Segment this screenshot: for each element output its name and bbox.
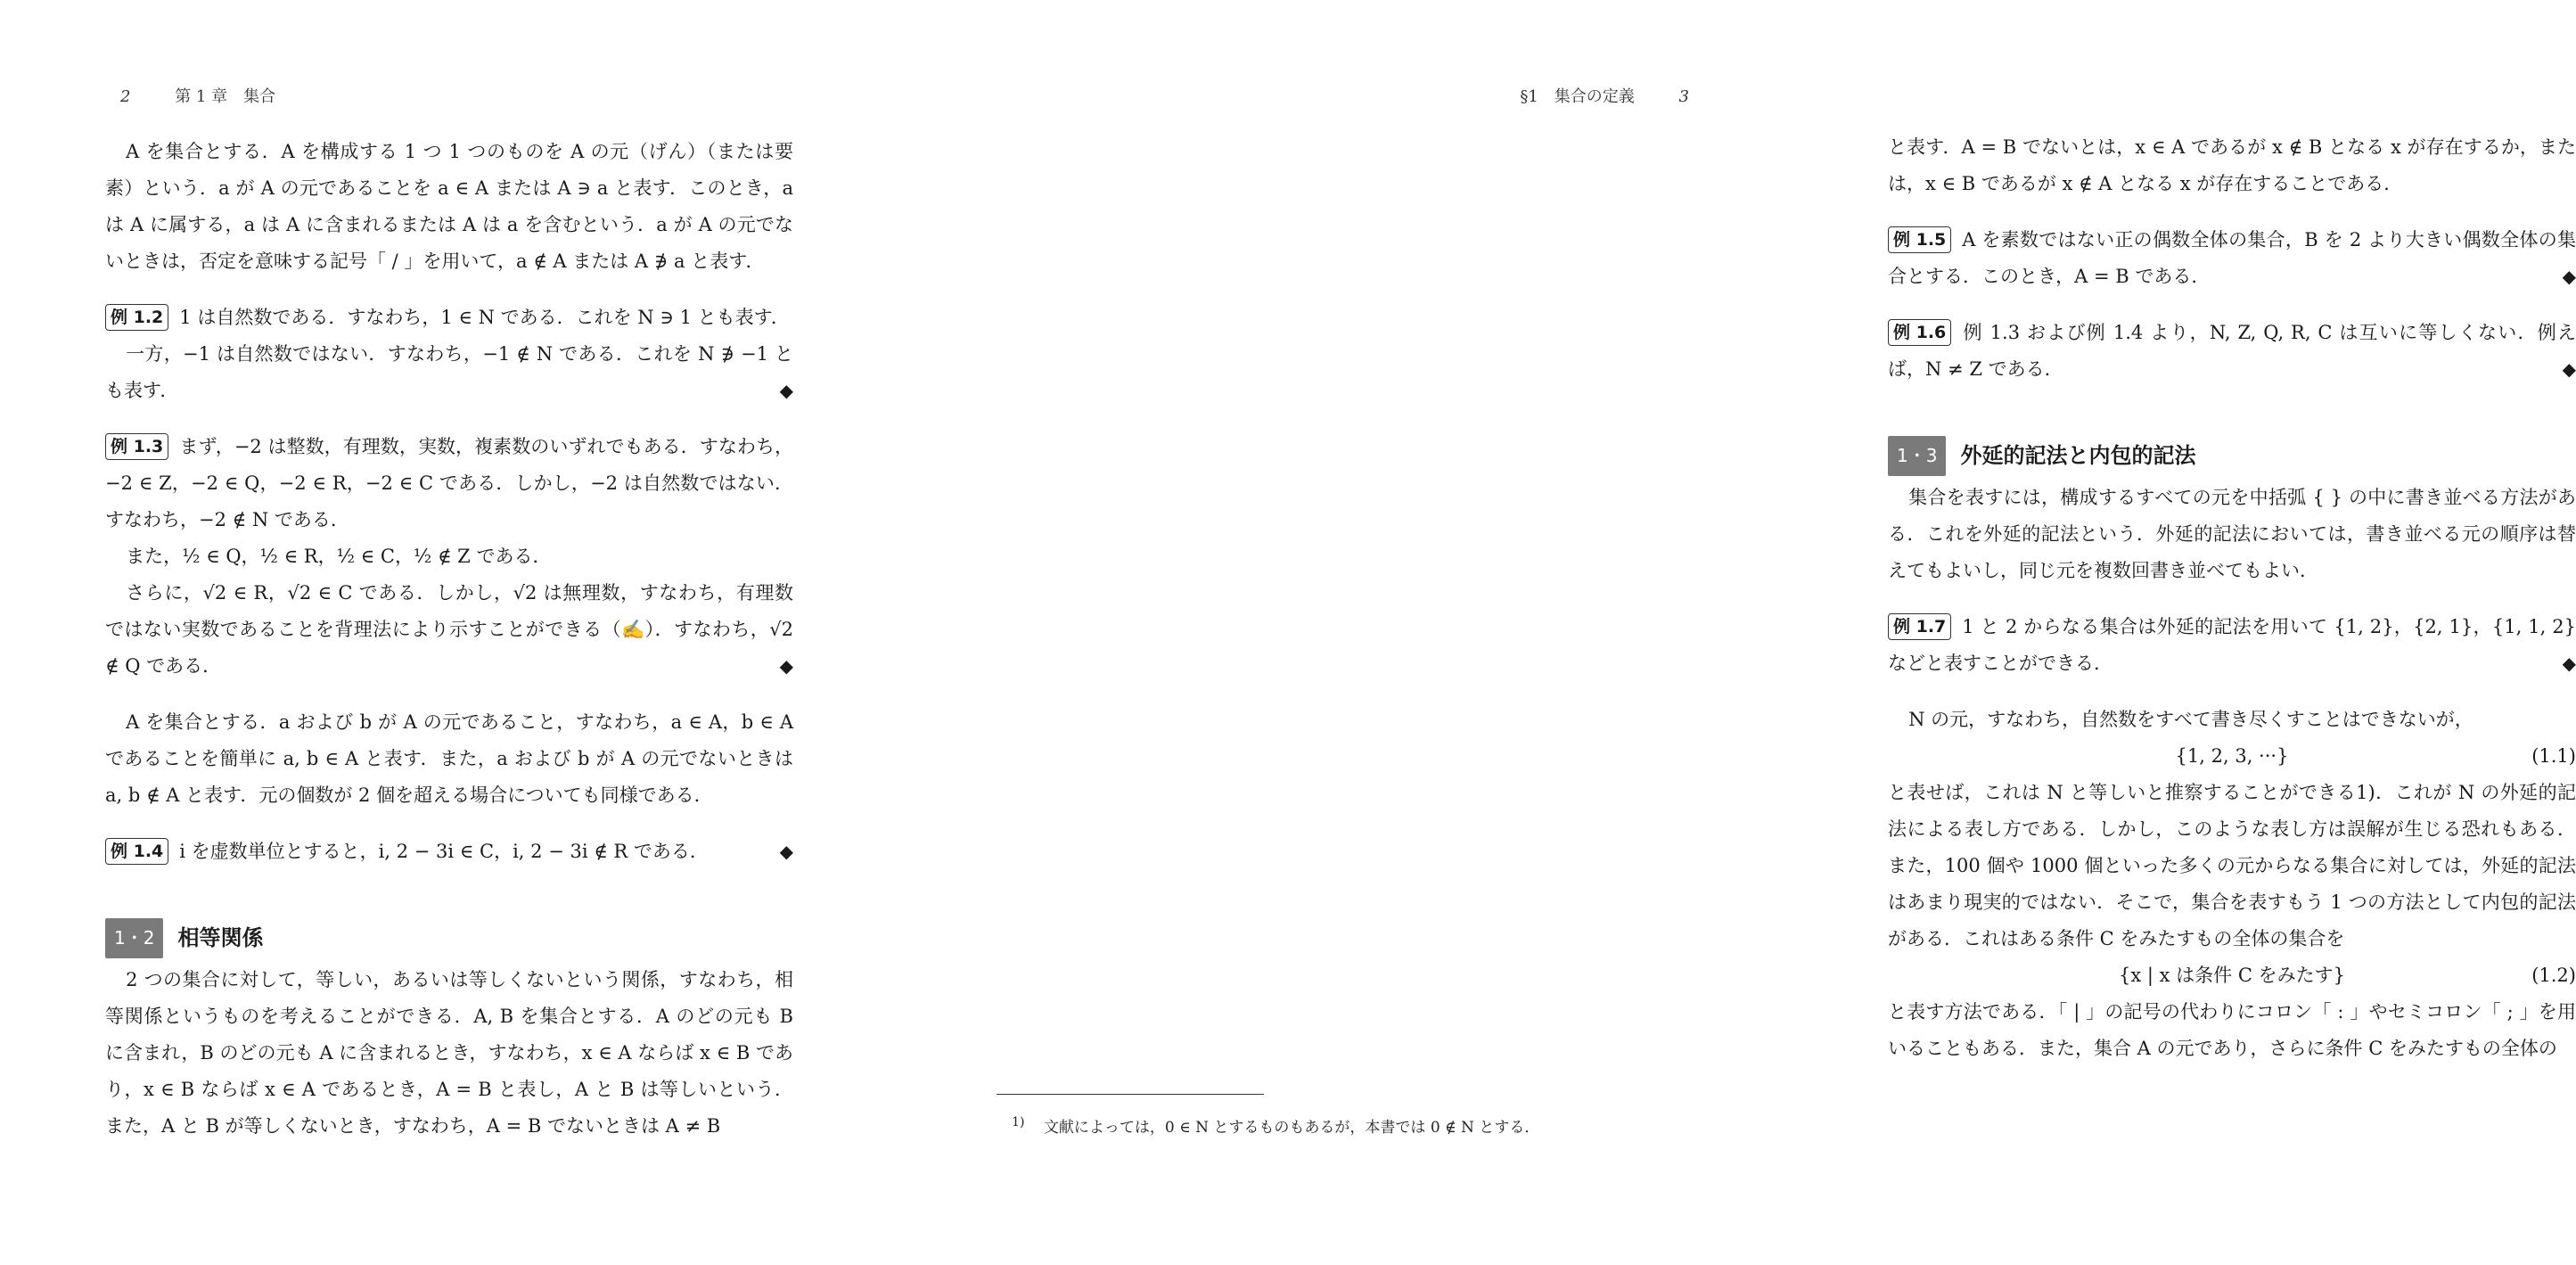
chapter-head: 第 1 章 集合: [175, 87, 276, 106]
extensional-paragraph: と表せば，これは N と等しいと推察することができる1)．これが N の外延的記法による表し方である．しかし，このような表し方は誤解が生じる恐れもある．また，100 個や 1000 個といった多くの元からなる集合に対しては，外延的記法はあまり現実的ではない．そこで，集合を表すもう 1 つの方法として内包的記法がある．これはある条件 C をみたすもの全体の集合を: [1888, 782, 2576, 949]
section-heading-1-2: [105, 918, 793, 958]
example-text: 例 1.3 および例 1.4 より，N, Z, Q, R, C は互いに等しくない．例えば，N ≠ Z である．: [1888, 322, 2576, 380]
example-text: さらに，√2 ∈ R，√2 ∈ C である．しかし，√2 は無理数，すなわち，有理数ではない実数であることを背理法により示すことができる（✍）．すなわち，√2 ∉ Q である．: [105, 582, 793, 677]
example-1-5: [1888, 222, 2576, 295]
qed-diamond-icon: ◆: [779, 655, 793, 677]
qed-diamond-icon: ◆: [2562, 266, 2576, 287]
example-text: まず，−2 は整数，有理数，実数，複素数のいずれでもある．すなわち，−2 ∈ Z，−2 ∈ Q，−2 ∈ R，−2 ∈ C である．しかし，−2 は自然数ではない．すなわち，−2 ∉ N である．: [105, 436, 793, 530]
elements-paragraph: A を集合とする．a および b が A の元であること，すなわち，a ∈ A，b ∈ A であることを簡単に a, b ∈ A と表す．また，a および b が A の元でないときは a, b ∉ A と表す．元の個数が 2 個を超える場合についても同様である．: [105, 711, 793, 806]
example-label: 例 1.4: [105, 838, 168, 865]
example-1-4: [105, 834, 793, 870]
example-label: 例 1.5: [1888, 226, 1951, 253]
example-text: また，½ ∈ Q，½ ∈ R，½ ∈ C，½ ∉ Z である．: [126, 546, 552, 567]
example-text: 一方，−1 は自然数ではない．すなわち，−1 ∉ N である．これを N ∌ −1 とも表す．: [105, 343, 793, 401]
example-1-6: [1888, 315, 2576, 388]
equation-expression: {1, 2, 3, ···}: [2175, 745, 2289, 767]
natural-numbers-paragraph: N の元，すなわち，自然数をすべて書き尽くすことはできないが，: [1908, 709, 2473, 730]
intensional-paragraph: と表す方法である．「 | 」の記号の代わりにコロン「 : 」やセミコロン「 ; 」を用いることもある．また，集合 A の元であり，さらに条件 C をみたすもの全体の: [1888, 1001, 2576, 1059]
example-1-2: [105, 300, 793, 409]
example-text: i を虚数単位とすると，i, 2 − 3i ∈ C，i, 2 − 3i ∉ R である．: [179, 841, 709, 862]
example-text: 1 は自然数である．すなわち，1 ∈ N である．これを N ∋ 1 とも表す．: [179, 307, 790, 328]
example-text: 1 と 2 からなる集合は外延的記法を用いて {1, 2}，{2, 1}，{1, 1, 2} などと表すことができる．: [1888, 616, 2576, 674]
qed-diamond-icon: ◆: [2562, 653, 2576, 674]
example-label: 例 1.6: [1888, 319, 1951, 346]
section-title: 相等関係: [177, 925, 264, 950]
qed-diamond-icon: ◆: [779, 841, 793, 862]
right-running-head: [1520, 84, 1689, 107]
page-number: 2: [120, 87, 131, 106]
footnote: [1012, 1114, 1539, 1137]
footnote-text: 文献によっては，0 ∈ N とするものもあるが，本書では 0 ∉ N とする．: [1043, 1119, 1540, 1137]
section-head: §1 集合の定義: [1520, 87, 1635, 106]
example-label: 例 1.7: [1888, 613, 1951, 640]
equation-expression: {x | x は条件 C をみたす}: [2119, 965, 2345, 986]
qed-diamond-icon: ◆: [779, 380, 793, 401]
left-page: [0, 0, 891, 1265]
qed-diamond-icon: ◆: [2562, 358, 2576, 380]
page-number: 3: [1678, 87, 1689, 106]
right-page: [891, 0, 2576, 1265]
section-title: 外延的記法と内包的記法: [1960, 443, 2196, 468]
right-text-block: [1888, 129, 2576, 1067]
intro-paragraph: A を集合とする．A を構成する 1 つ 1 つのものを A の元（げん）（または要素）という．a が A の元であることを a ∈ A または A ∋ a と表す．このとき，a は A に属する，a は A に含まれるまたは A は a を含むという．a が A の元でないときは，否定を意味する記号「 / 」を用いて，a ∉ A または A ∌ a と表す．: [105, 141, 793, 272]
equation-number: (1.2): [2531, 965, 2576, 986]
left-running-head: [120, 84, 275, 107]
example-label: 例 1.3: [105, 433, 168, 460]
equation-number: (1.1): [2531, 745, 2576, 767]
section-heading-1-3: [1888, 436, 2576, 476]
left-text-block: [105, 134, 793, 1145]
notation-paragraph: 集合を表すには，構成するすべての元を中括弧 { } の中に書き並べる方法がある．これを外延的記法という．外延的記法においては，書き並べる元の順序は替えてもよいし，同じ元を複数回書き並べてもよい．: [1888, 487, 2576, 581]
example-1-7: [1888, 609, 2576, 682]
footnote-mark: 1): [1012, 1115, 1025, 1130]
example-label: 例 1.2: [105, 304, 168, 331]
section-number: 1・2: [105, 918, 163, 958]
example-1-3: [105, 429, 793, 685]
example-text: A を素数ではない正の偶数全体の集合，B を 2 より大きい偶数全体の集合とする．このとき，A = B である．: [1888, 229, 2576, 287]
equation-1-1: [1888, 738, 2576, 775]
footnote-rule: [997, 1094, 1264, 1095]
equality-paragraph: 2 つの集合に対して，等しい，あるいは等しくないという関係，すなわち，相等関係というものを考えることができる．A, B を集合とする．A のどの元も B に含まれ，B のどの元も A に含まれるとき，すなわち，x ∈ A ならば x ∈ B であり，x ∈ B ならば x ∈ A であるとき，A = B と表し，A と B は等しいという．また，A と B が等しくないとき，すなわち，A = B でないときは A ≠ B: [105, 969, 793, 1137]
equation-1-2: [1888, 957, 2576, 994]
section-number: 1・3: [1888, 436, 1946, 476]
continued-paragraph: と表す．A = B でないとは，x ∈ A であるが x ∉ B となる x が存在するか，または，x ∈ B であるが x ∉ A となる x が存在することである．: [1888, 136, 2576, 194]
